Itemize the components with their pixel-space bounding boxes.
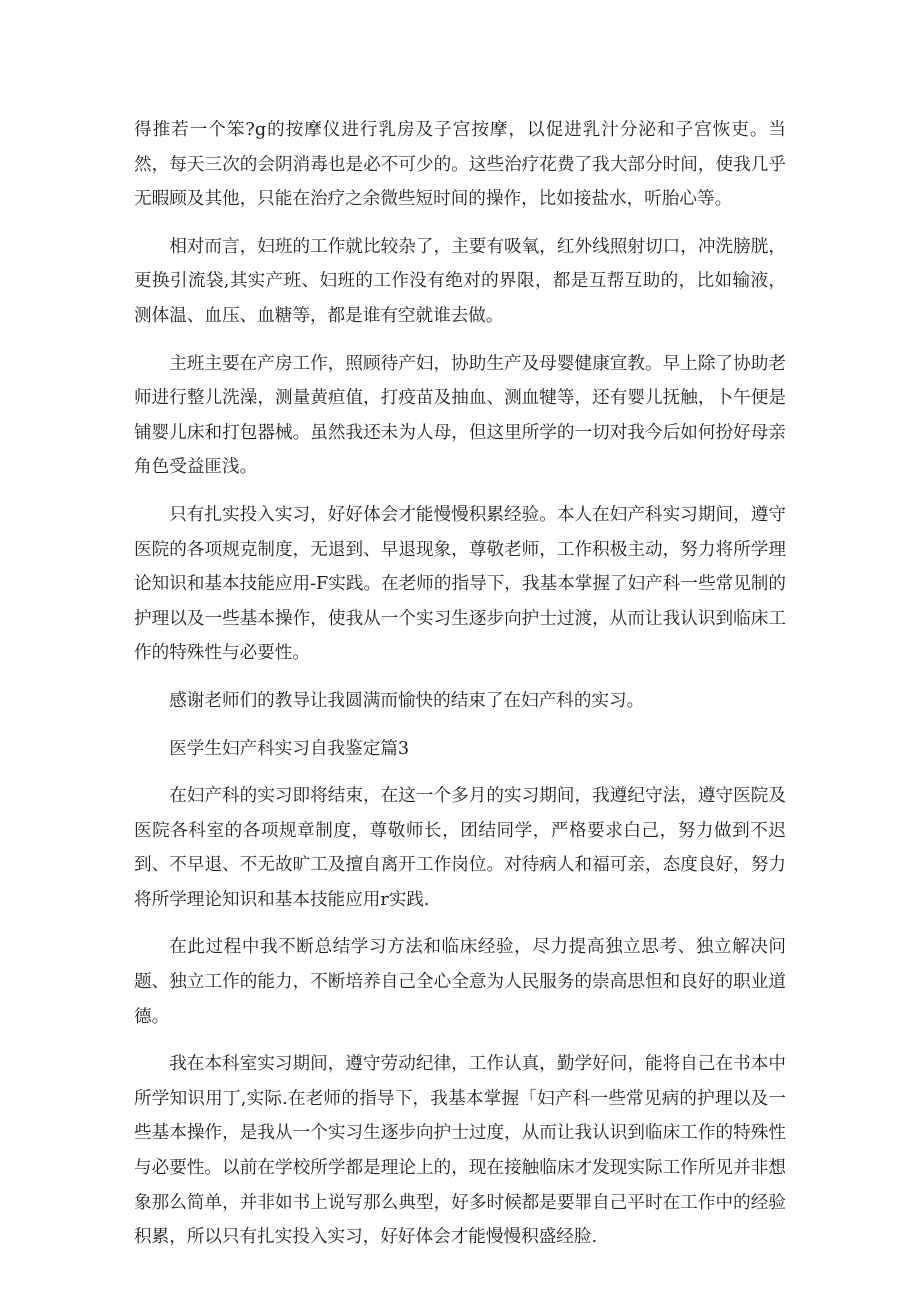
paragraph-internship-summary: 在妇产科的实习即将结束，在这一个多月的实习期间，我遵纪守法，遵守医院及医院各科室的各项规章制度，尊敬师长，团结同学，严格要求白己，努力做到不迟到、不早退、不无故旷工及擅自离开工作岗位。对待病人和福可亲，态度良好，努力将所学理论知识和基本技能应用r实践.: [134, 786, 786, 910]
paragraph-learning-process: 在此过程中我不断总结学习方法和临床经验，尽力提高独立思考、独立解决问题、独立工作的能力，不断培养自己全心全意为人民服务的崇高思怛和良好的职业道德。: [134, 937, 786, 1027]
paragraph-practice-experience: 只有扎实投入实习，好好体会才能慢慢积累经验。本人在妇产科实习期间，遵守医院的各项规克制度，无退到、早退现象，尊敬老师，工作积极主动，努力将所学理论知识和基本技能应用-F实践。在老师的指导下，我基本掌握了妇产科一些常见制的护理以及一些基本操作，使我从一个实习生逐步向护士过渡，从而让我认识到临床工作的特殊性与必要性。: [134, 504, 786, 664]
paragraph-gynecology-shift: 相对而言，妇班的工作就比较杂了，主要有吸氧，红外线照射切口，冲洗膀胱，更换引流袋,其实产班、妇班的工作没有绝对的界限，都是互帮互助的，比如输液，测体温、血压、血糖等，都是谁有空就谁去做。: [134, 236, 786, 326]
paragraph-thanks: 感谢老师们的教导让我圆满而愉快的结束了在妇产科的实习。: [169, 690, 645, 711]
document-body: [134, 113, 786, 1268]
paragraph-main-shift: 主班主要在产房工作，照顾待产妇，协助生产及母婴健康宣教。早上除了协助老师进行整儿洗澡，测量黄疸值，打疫苗及抽血、测血犍等，还有婴儿抚触，卜午便是铺婴儿床和打包器械。虽然我还未为人母，但这里所学的一切对我今后如何扮好母亲角色受益匪浅。: [134, 353, 786, 478]
paragraph-massage-treatment: 得推若一个笨?g的按摩仪进行乳房及子宫按摩，以促进乳汁分泌和子宫恢吏。当然，每天三次的会阴消毒也是必不可少的。这些治疗花费了我大部分时间，使我几乎无暇顾及其他，只能在治疗之余微些短时间的操作，比如接盐水，听胎心等。: [134, 120, 786, 210]
section-heading: 医学生妇产科实习自我鉴定篇3: [169, 738, 410, 759]
paragraph-department-practice: 我在本科室实习期间，遵守劳动纪律，工作认真，勤学好问，能将自己在书本中所学知识用丁,实际.在老师的指导下，我基本掌握「妇产科一些常见病的护理以及一些基本操作，是我从一个实习生逐步向护士过度，从而让我认识到临床工作的特殊性与必要性。以前在学校所学都是理论上的，现在接触临床才发现实际工作所见并非想象那么简单，并非如书上说写那么典型，好多时候都是要罪自己平时在工作中的经验积累，所以只有扎实投入实习，好好体会才能慢慢积盛经脸.: [134, 1054, 786, 1248]
